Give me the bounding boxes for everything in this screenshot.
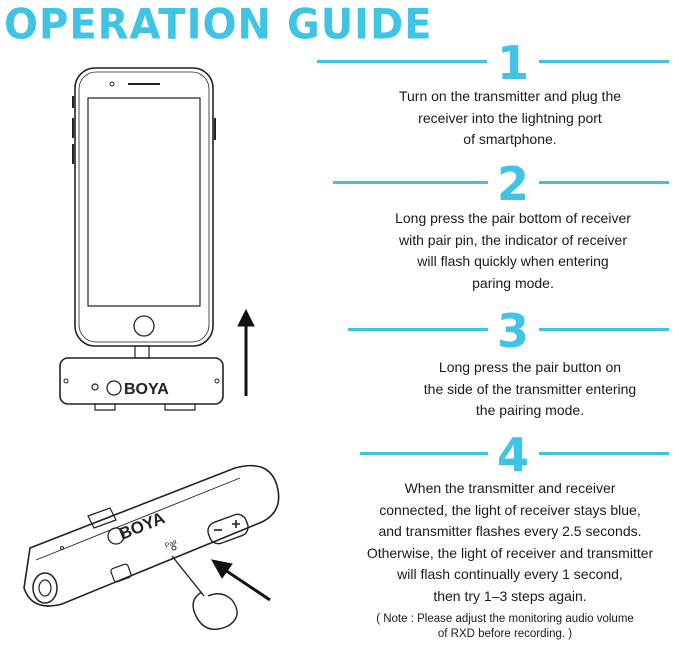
divider-line [317, 60, 487, 63]
divider-line [539, 328, 669, 331]
up-arrow [238, 310, 254, 396]
pair-label: Pair [164, 538, 179, 550]
transmitter-brand: BOYA [116, 508, 168, 544]
step-text: Turn on the transmitter and plug the receiver into the lightning port of smartphone. [398, 88, 622, 147]
smartphone [73, 68, 215, 346]
step-number: 3 [496, 304, 529, 358]
transmitter [24, 466, 279, 606]
diagonal-arrow [212, 560, 270, 600]
divider-line [348, 328, 488, 331]
step-text: Long press the pair button on the side of the transmitter entering the pairing mode. [423, 359, 637, 418]
step-text: Long press the pair bottom of receiver with pair pin, the indicator of receiver will flash quickly when entering paring mode. [395, 210, 631, 291]
step-number: 2 [496, 157, 529, 211]
divider-line [333, 181, 488, 184]
receiver-brand: BOYA [124, 381, 169, 398]
note-text: ( Note : Please adjust the monitoring audio volume of RXD before recording. ) [376, 613, 634, 640]
page-title: OPERATION GUIDE [4, 0, 433, 50]
step-number: 1 [496, 36, 529, 90]
step-number: 4 [496, 428, 529, 482]
divider-line [360, 452, 488, 455]
step-text: When the transmitter and receiver connected, the light of receiver stays blue, and transmitter flashes every 2.5 seconds. Otherwise, the light of receiver and transmitter will flash continually every 1 second, then try 1–3 steps again. [366, 480, 654, 604]
receiver [60, 346, 223, 410]
divider-line [539, 181, 669, 184]
divider-line [539, 60, 669, 63]
pair-pin [172, 556, 237, 629]
divider-line [539, 452, 669, 455]
